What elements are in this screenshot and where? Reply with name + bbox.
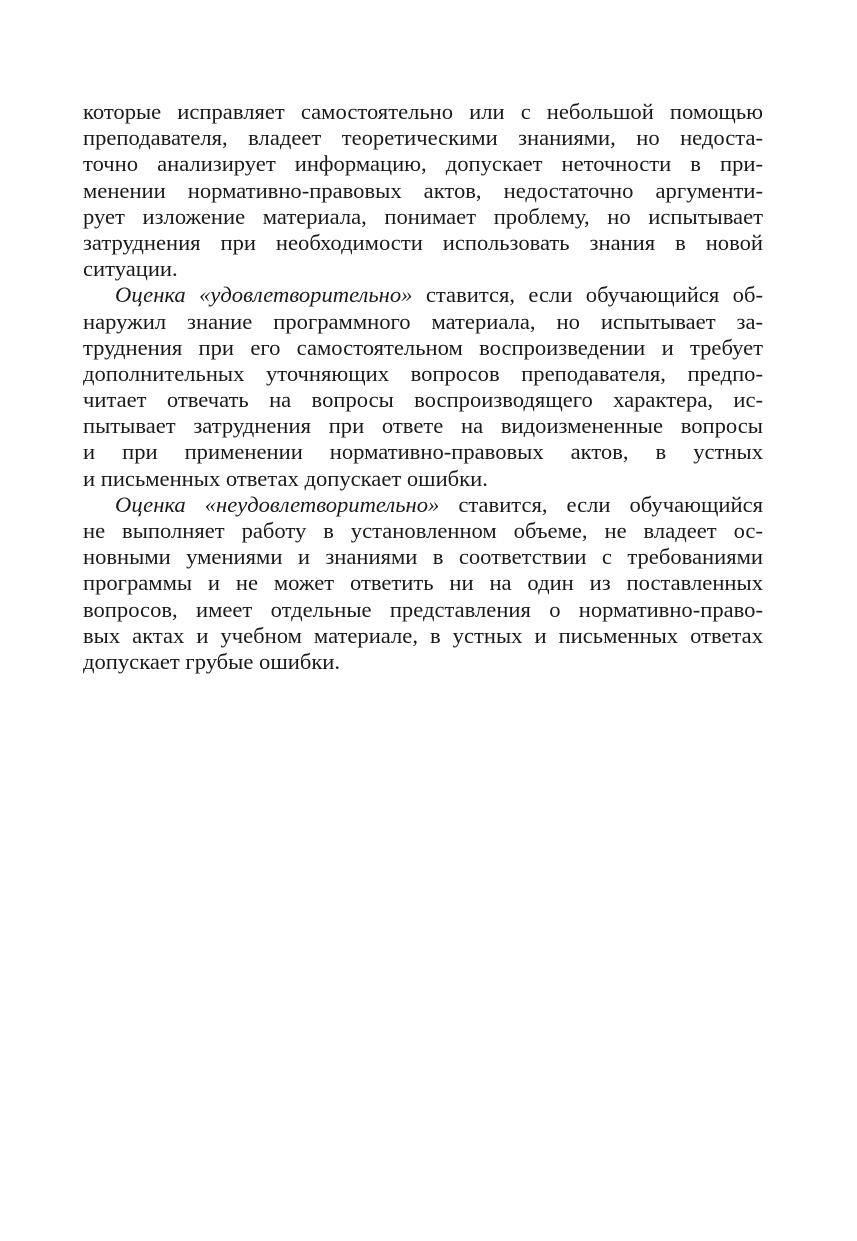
text-line <box>83 282 763 308</box>
text-line: преподавателя, владеет теоретическими знаниями, но недоста- <box>83 125 763 151</box>
paragraph-unsatisfactory <box>83 492 763 675</box>
paragraph-satisfactory <box>83 282 763 492</box>
text-line: не выполняет работу в установленном объеме, не владеет ос- <box>83 518 763 543</box>
text-line: наружил знание программного материала, но испытывает за- <box>83 308 763 334</box>
text-line: и письменных ответах допускает ошибки. <box>83 465 488 491</box>
text-line: читает отвечать на вопросы воспроизводящего характера, ис- <box>83 387 763 413</box>
text-line: которые исправляет самостоятельно или с небольшой помощью <box>83 99 763 124</box>
text-line: пытывает затруднения при ответе на видоизмененные вопросы <box>83 413 763 439</box>
text-line: точно анализирует информацию, допускает неточности в при- <box>83 151 763 177</box>
text-line <box>83 492 763 518</box>
grade-term-unsatisfactory: Оценка «неудовлетворительно» <box>115 491 440 517</box>
document-page <box>83 99 763 675</box>
text-fragment: ставится, если обучающийся об- <box>412 282 763 308</box>
grade-term-satisfactory: Оценка «удовлетворительно» <box>115 282 413 308</box>
text-line: новными умениями и знаниями в соответствии с требованиями <box>83 544 763 570</box>
text-fragment: ставится, если обучающийся <box>439 491 763 517</box>
text-line: и при применении нормативно-правовых актов, в устных <box>83 439 763 465</box>
text-line: допускает грубые ошибки. <box>83 648 341 674</box>
text-line: менении нормативно-правовых актов, недостаточно аргументи- <box>83 177 763 203</box>
text-line: рует изложение материала, понимает проблему, но испытывает <box>83 203 763 229</box>
text-line: программы и не может ответить ни на один из поставленных <box>83 570 763 596</box>
text-line: затруднения при необходимости использовать знания в новой <box>83 229 763 255</box>
text-line: ситуации. <box>83 256 178 282</box>
text-line: труднения при его самостоятельном воспроизведении и требует <box>83 334 763 360</box>
text-line: вых актах и учебном материале, в устных и письменных ответах <box>83 622 763 648</box>
paragraph-continuation <box>83 99 763 282</box>
text-line: дополнительных уточняющих вопросов преподавателя, предпо- <box>83 360 763 386</box>
text-line: вопросов, имеет отдельные представления о нормативно-право- <box>83 596 763 622</box>
